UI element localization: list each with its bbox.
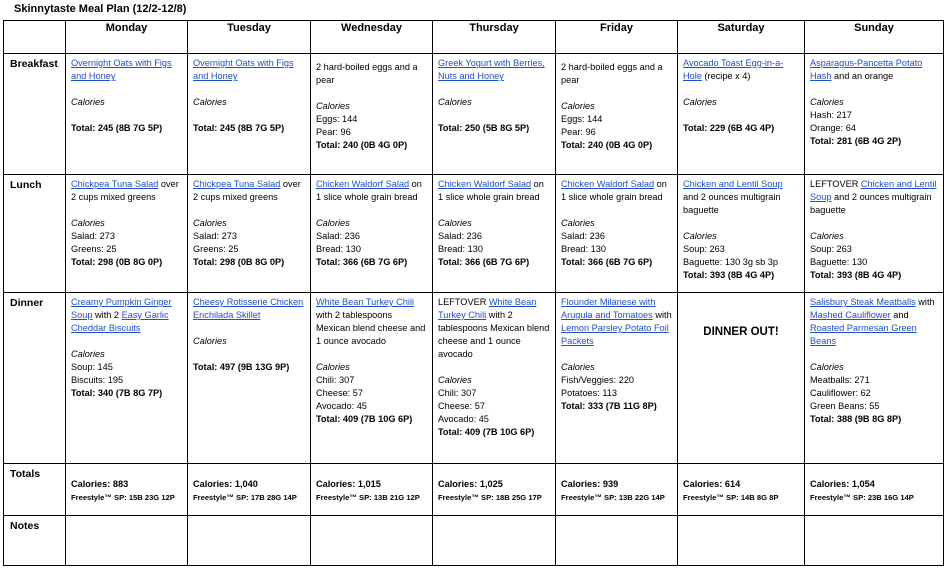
calorie-line: Bread: 130 <box>316 244 361 254</box>
meal-text: on 1 slice whole grain bread <box>438 179 544 202</box>
meal-text: on 1 slice whole grain bread <box>316 179 422 202</box>
calorie-line: Biscuits: 195 <box>71 375 124 385</box>
spacer <box>193 322 305 335</box>
meal-total: Total: 409 (7B 10G 6P) <box>438 427 535 437</box>
recipe-link[interactable]: Chicken Waldorf Salad <box>561 179 655 189</box>
total-smartpoints: Freestyle™ SP: 13B 22G 14P <box>561 493 665 502</box>
meal-text: with <box>915 297 935 307</box>
spacer <box>438 361 550 374</box>
spacer <box>810 83 938 96</box>
dinner-out-label: DINNER OUT! <box>703 326 779 338</box>
calorie-line: Salad: 236 <box>438 231 482 241</box>
calories-heading: Calories <box>561 362 595 372</box>
lunch-cell-sunday <box>805 175 944 293</box>
recipe-link[interactable]: Lemon Parsley Potato Foil Packets <box>561 323 669 346</box>
meal-description <box>561 296 672 348</box>
calorie-line: Salad: 236 <box>316 231 360 241</box>
day-header-saturday: Saturday <box>678 21 805 54</box>
calories-heading: Calories <box>683 231 717 241</box>
calorie-line: Soup: 145 <box>71 362 113 372</box>
calories-heading: Calories <box>438 218 472 228</box>
spacer <box>71 83 182 96</box>
calorie-line: Meatballs: 271 <box>810 375 870 385</box>
spacer <box>561 348 672 361</box>
meal-description <box>810 296 938 348</box>
meal-total: Total: 298 (0B 8G 0P) <box>193 257 285 267</box>
calorie-line: Chili: 307 <box>316 375 355 385</box>
recipe-link[interactable]: Avocado Toast Egg-in-a-Hole <box>683 58 784 81</box>
meal-description <box>316 57 427 87</box>
meal-total: Total: 409 (7B 10G 6P) <box>316 414 413 424</box>
calories-heading: Calories <box>810 97 844 107</box>
header-row <box>4 21 944 54</box>
calorie-line: Orange: 64 <box>810 123 856 133</box>
calories-heading: Calories <box>71 218 105 228</box>
spacer <box>683 217 799 230</box>
meal-total: Total: 245 (8B 7G 5P) <box>193 123 285 133</box>
lunch-cell-thursday <box>433 175 556 293</box>
spacer <box>438 109 550 122</box>
calories-heading: Calories <box>193 97 227 107</box>
dinner-cell-tuesday <box>188 293 311 464</box>
calories-heading: Calories <box>71 349 105 359</box>
meal-description <box>683 178 799 217</box>
dinner-cell-thursday <box>433 293 556 464</box>
breakfast-cell-tuesday <box>188 54 311 175</box>
recipe-link[interactable]: Chickpea Tuna Salad <box>71 179 159 189</box>
calorie-line: Baguette: 130 3g sb 3p <box>683 257 779 267</box>
total-calories: Calories: 1,015 <box>316 479 381 489</box>
meal-total: Total: 366 (6B 7G 6P) <box>561 257 653 267</box>
spacer <box>71 204 182 217</box>
meal-total: Total: 366 (6B 7G 6P) <box>438 257 530 267</box>
meal-total: Total: 240 (0B 4G 0P) <box>316 140 408 150</box>
recipe-link[interactable]: Asparagus-Pancetta Potato Hash <box>810 58 923 81</box>
total-smartpoints: Freestyle™ SP: 17B 28G 14P <box>193 493 297 502</box>
calories-heading: Calories <box>193 336 227 346</box>
meal-total: Total: 393 (8B 4G 4P) <box>683 270 775 280</box>
calorie-line: Bread: 130 <box>561 244 606 254</box>
meal-text: 2 hard-boiled eggs and a pear <box>316 62 418 85</box>
recipe-link[interactable]: Creamy Pumpkin Ginger Soup <box>71 297 172 320</box>
lunch-cell-tuesday <box>188 175 311 293</box>
dinner-cell-friday <box>556 293 678 464</box>
spacer <box>71 335 182 348</box>
meal-description <box>193 178 305 204</box>
recipe-link[interactable]: Mashed Cauliflower <box>810 310 891 320</box>
total-calories: Calories: 883 <box>71 479 129 489</box>
recipe-link[interactable]: Chicken Waldorf Salad <box>316 179 410 189</box>
dinner-cell-monday <box>66 293 188 464</box>
calories-heading: Calories <box>438 375 472 385</box>
meal-plan-table <box>3 20 944 566</box>
total-calories: Calories: 1,025 <box>438 479 503 489</box>
spacer <box>193 83 305 96</box>
recipe-link[interactable]: Overnight Oats with Figs and Honey <box>193 58 294 81</box>
calorie-line: Fish/Veggies: 220 <box>561 375 635 385</box>
meal-description <box>561 178 672 204</box>
meal-description <box>561 57 672 87</box>
meal-description <box>193 57 305 83</box>
totals-cell-wednesday <box>311 464 433 516</box>
recipe-link[interactable]: Roasted Parmesan Green Beans <box>810 323 917 346</box>
meal-text: on 1 slice whole grain bread <box>561 179 667 202</box>
day-header-thursday: Thursday <box>433 21 556 54</box>
meal-total: Total: 281 (6B 4G 2P) <box>810 136 902 146</box>
meal-total: Total: 366 (6B 7G 6P) <box>316 257 408 267</box>
recipe-link[interactable]: Salisbury Steak Meatballs <box>810 297 916 307</box>
calorie-line: Potatoes: 113 <box>561 388 618 398</box>
day-header-friday: Friday <box>556 21 678 54</box>
meal-description <box>71 296 182 335</box>
breakfast-row <box>4 54 944 175</box>
total-smartpoints: Freestyle™ SP: 18B 25G 17P <box>438 493 542 502</box>
dinner-cell-sunday <box>805 293 944 464</box>
meal-text: over 2 cups mixed greens <box>71 179 179 202</box>
row-label-totals: Totals <box>4 464 66 516</box>
recipe-link[interactable]: White Bean Turkey Chili <box>438 297 537 320</box>
calorie-line: Cauliflower: 62 <box>810 388 871 398</box>
lunch-row <box>4 175 944 293</box>
totals-cell-monday <box>66 464 188 516</box>
recipe-link[interactable]: Greek Yogurt with Berries, Nuts and Honey <box>438 58 545 81</box>
calories-heading: Calories <box>193 218 227 228</box>
meal-text: with 2 <box>92 310 122 320</box>
breakfast-cell-sunday <box>805 54 944 175</box>
meal-description <box>316 178 427 204</box>
breakfast-cell-wednesday <box>311 54 433 175</box>
notes-cell-saturday[interactable] <box>678 516 805 566</box>
recipe-link[interactable]: Flounder Milanese with Arugula and Tomatoes <box>561 297 656 320</box>
calories-heading: Calories <box>316 101 350 111</box>
notes-cell-tuesday[interactable] <box>188 516 311 566</box>
meal-total: Total: 250 (5B 8G 5P) <box>438 123 530 133</box>
meal-total: Total: 229 (6B 4G 4P) <box>683 123 775 133</box>
lunch-cell-wednesday <box>311 175 433 293</box>
spacer <box>316 87 427 100</box>
totals-cell-friday <box>556 464 678 516</box>
calorie-line: Baguette: 130 <box>810 257 868 267</box>
calorie-line: Salad: 273 <box>71 231 115 241</box>
lunch-cell-monday <box>66 175 188 293</box>
total-smartpoints: Freestyle™ SP: 23B 16G 14P <box>810 493 914 502</box>
corner-cell <box>4 21 66 54</box>
notes-cell-friday[interactable] <box>556 516 678 566</box>
calorie-line: Avocado: 45 <box>438 414 489 424</box>
meal-total: Total: 245 (8B 7G 5P) <box>71 123 163 133</box>
spacer <box>193 109 305 122</box>
total-calories: Calories: 1,040 <box>193 479 258 489</box>
notes-row <box>4 516 944 566</box>
day-header-monday: Monday <box>66 21 188 54</box>
meal-description <box>438 57 550 83</box>
calorie-line: Bread: 130 <box>438 244 483 254</box>
page-title: Skinnytaste Meal Plan (12/2-12/8) <box>14 3 187 15</box>
meal-text: LEFTOVER <box>810 179 861 189</box>
meal-description <box>438 296 550 361</box>
spacer <box>193 204 305 217</box>
meal-text: and 2 ounces multigrain baguette <box>810 192 932 215</box>
calories-heading: Calories <box>810 231 844 241</box>
meal-text: and an orange <box>831 71 894 81</box>
recipe-link[interactable]: Chickpea Tuna Salad <box>193 179 281 189</box>
spacer <box>193 348 305 361</box>
total-smartpoints: Freestyle™ SP: 14B 8G 8P <box>683 493 779 502</box>
row-label-breakfast: Breakfast <box>4 54 66 175</box>
meal-total: Total: 333 (7B 11G 8P) <box>561 401 657 411</box>
notes-cell-sunday[interactable] <box>805 516 944 566</box>
calories-heading: Calories <box>561 218 595 228</box>
spacer <box>810 217 938 230</box>
calorie-line: Pear: 96 <box>561 127 596 137</box>
total-calories: Calories: 1,054 <box>810 479 875 489</box>
notes-cell-monday[interactable] <box>66 516 188 566</box>
meal-description <box>683 57 799 83</box>
meal-description <box>71 178 182 204</box>
meal-description <box>193 296 305 322</box>
breakfast-cell-friday <box>556 54 678 175</box>
row-label-dinner: Dinner <box>4 293 66 464</box>
meal-text: with 2 tablespoons Mexican blend cheese and 1 ounce avocado <box>316 310 426 346</box>
breakfast-cell-saturday <box>678 54 805 175</box>
totals-row <box>4 464 944 516</box>
lunch-cell-friday <box>556 175 678 293</box>
recipe-link[interactable]: Easy Garlic Cheddar Biscuits <box>71 310 169 333</box>
recipe-link[interactable]: Chicken and Lentil Soup <box>683 179 783 189</box>
meal-description <box>810 57 938 83</box>
calorie-line: Chili: 307 <box>438 388 477 398</box>
calories-heading: Calories <box>71 97 105 107</box>
spacer <box>438 83 550 96</box>
meal-description <box>316 296 427 348</box>
meal-total: Total: 340 (7B 8G 7P) <box>71 388 163 398</box>
calorie-line: Soup: 263 <box>810 244 852 254</box>
spacer <box>810 348 938 361</box>
lunch-cell-saturday <box>678 175 805 293</box>
notes-cell-thursday[interactable] <box>433 516 556 566</box>
meal-description <box>438 178 550 204</box>
spacer <box>316 204 427 217</box>
calorie-line: Eggs: 144 <box>561 114 603 124</box>
meal-total: Total: 497 (9B 13G 9P) <box>193 362 290 372</box>
spacer <box>561 204 672 217</box>
recipe-link[interactable]: Chicken Waldorf Salad <box>438 179 532 189</box>
meal-total: Total: 240 (0B 4G 0P) <box>561 140 653 150</box>
totals-cell-saturday <box>678 464 805 516</box>
calorie-line: Greens: 25 <box>193 244 239 254</box>
calorie-line: Cheese: 57 <box>438 401 485 411</box>
spacer <box>683 109 799 122</box>
recipe-link[interactable]: Cheesy Rotisserie Chicken Enchilada Skillet <box>193 297 304 320</box>
recipe-link[interactable]: Overnight Oats with Figs and Honey <box>71 58 172 81</box>
calorie-line: Eggs: 144 <box>316 114 358 124</box>
calorie-line: Soup: 263 <box>683 244 725 254</box>
meal-text: LEFTOVER <box>438 297 489 307</box>
breakfast-cell-monday <box>66 54 188 175</box>
recipe-link[interactable]: White Bean Turkey Chili <box>316 297 415 307</box>
dinner-cell-wednesday <box>311 293 433 464</box>
spacer <box>438 204 550 217</box>
calorie-line: Salad: 273 <box>193 231 237 241</box>
meal-total: Total: 298 (0B 8G 0P) <box>71 257 163 267</box>
meal-text: (recipe x 4) <box>701 71 751 81</box>
row-label-notes: Notes <box>4 516 66 566</box>
meal-total: Total: 388 (9B 8G 8P) <box>810 414 902 424</box>
calorie-line: Greens: 25 <box>71 244 117 254</box>
meal-text: with <box>652 310 672 320</box>
calories-heading: Calories <box>316 362 350 372</box>
recipe-link[interactable]: Chicken and Lentil Soup <box>810 179 937 202</box>
totals-cell-thursday <box>433 464 556 516</box>
spacer <box>316 348 427 361</box>
meal-text: and <box>890 310 909 320</box>
spacer <box>683 83 799 96</box>
meal-text: with 2 tablespoons Mexican blend cheese and 1 ounce avocado <box>438 310 550 359</box>
calorie-line: Pear: 96 <box>316 127 351 137</box>
breakfast-cell-thursday <box>433 54 556 175</box>
calories-heading: Calories <box>810 362 844 372</box>
total-calories: Calories: 939 <box>561 479 619 489</box>
calorie-line: Salad: 236 <box>561 231 605 241</box>
calories-heading: Calories <box>316 218 350 228</box>
calories-heading: Calories <box>561 101 595 111</box>
meal-description <box>71 57 182 83</box>
day-header-wednesday: Wednesday <box>311 21 433 54</box>
meal-total: Total: 393 (8B 4G 4P) <box>810 270 902 280</box>
meal-text: over 2 cups mixed greens <box>193 179 301 202</box>
calorie-line: Hash: 217 <box>810 110 852 120</box>
totals-cell-sunday <box>805 464 944 516</box>
spacer <box>561 87 672 100</box>
calories-heading: Calories <box>438 97 472 107</box>
meal-description <box>810 178 938 217</box>
calories-heading: Calories <box>683 97 717 107</box>
day-header-tuesday: Tuesday <box>188 21 311 54</box>
calorie-line: Cheese: 57 <box>316 388 363 398</box>
calorie-line: Avocado: 45 <box>316 401 367 411</box>
meal-text: 2 hard-boiled eggs and a pear <box>561 62 663 85</box>
calorie-line: Green Beans: 55 <box>810 401 880 411</box>
row-label-lunch: Lunch <box>4 175 66 293</box>
spacer <box>71 109 182 122</box>
day-header-sunday: Sunday <box>805 21 944 54</box>
meal-text: and 2 ounces multigrain baguette <box>683 192 781 215</box>
total-smartpoints: Freestyle™ SP: 13B 21G 12P <box>316 493 420 502</box>
dinner-row <box>4 293 944 464</box>
total-smartpoints: Freestyle™ SP: 15B 23G 12P <box>71 493 175 502</box>
totals-cell-tuesday <box>188 464 311 516</box>
total-calories: Calories: 614 <box>683 479 741 489</box>
dinner-cell-saturday <box>678 293 805 464</box>
notes-cell-wednesday[interactable] <box>311 516 433 566</box>
